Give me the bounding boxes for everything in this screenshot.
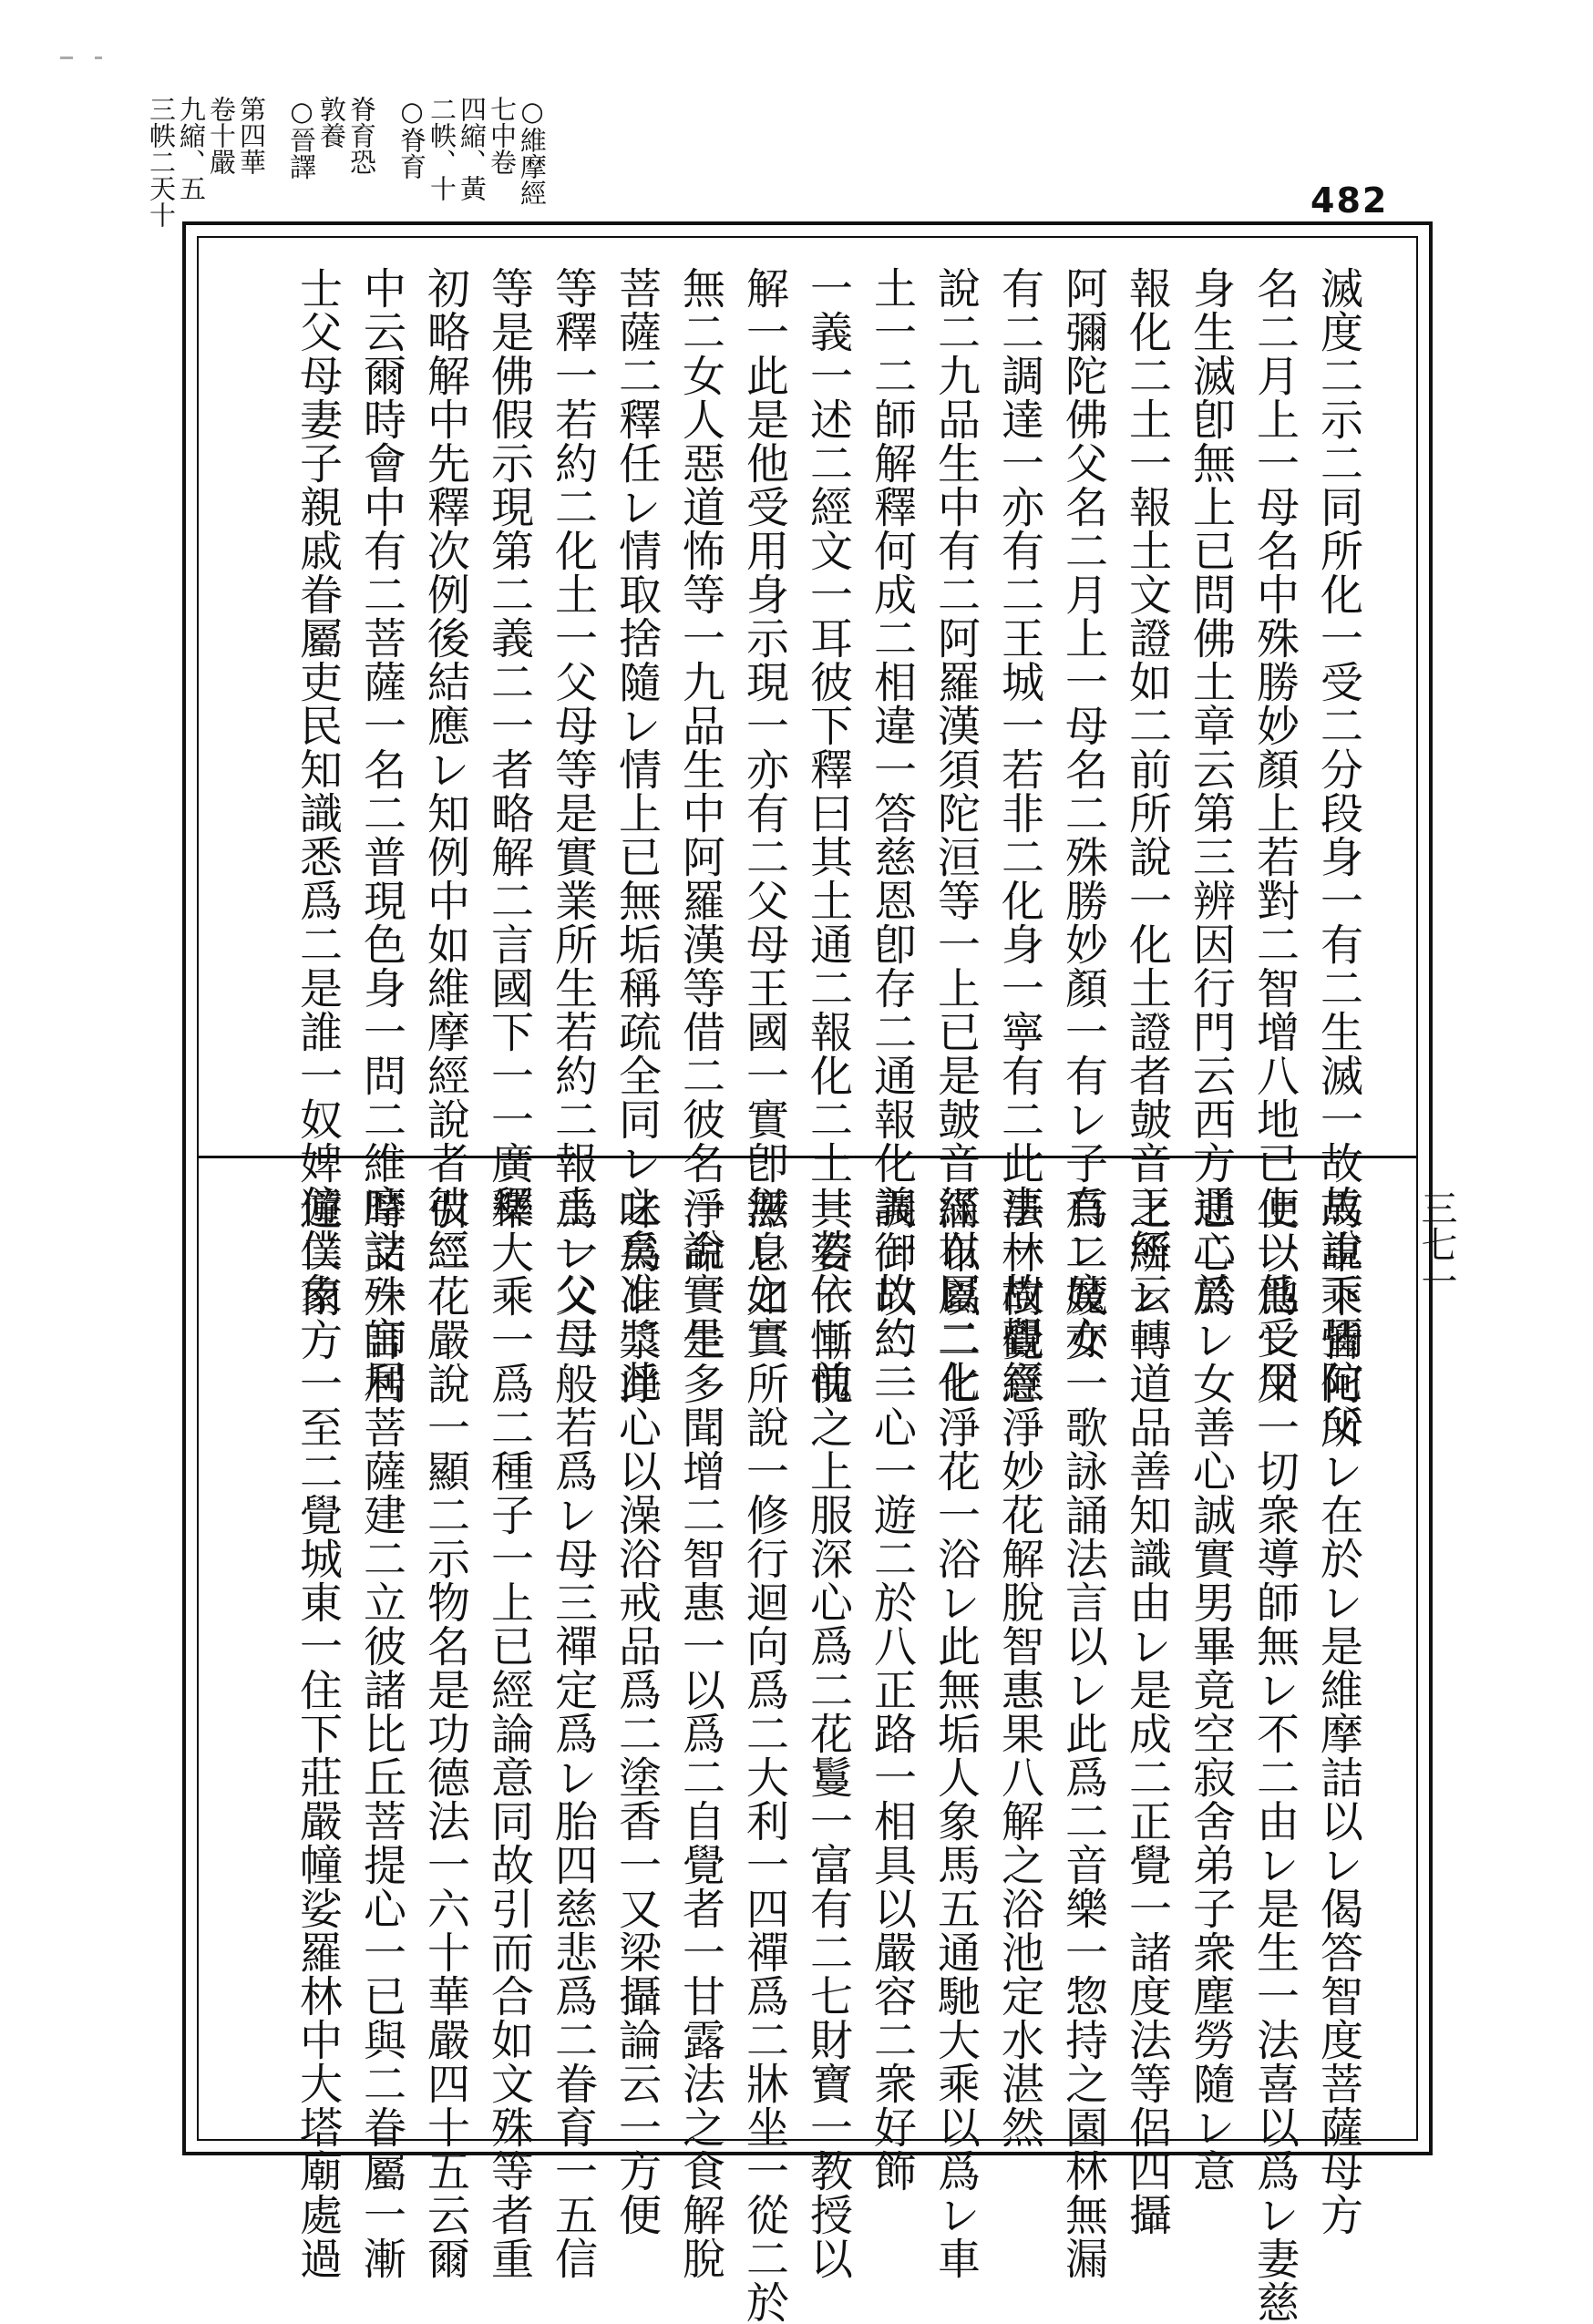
text-column: 法林樹覺意淨妙花解脫智惠果八解之浴池定水湛然 [994,1187,1044,2149]
text-column: 滋息如二所說一修行迴向爲二大利一四禪爲二牀坐一從二於 [739,1187,789,2324]
header-note: ○晉譯 [286,96,317,180]
text-column: 菩薩二釋任レ情取捨隨レ情上已無垢稱疏全同レ之矣准二此 [612,266,662,1404]
text-column: 滿布以二七淨花一浴レ此無垢人象馬五通馳大乘以爲レ車 [930,1187,981,2280]
scan-mark [95,57,102,59]
text-column: 引二花嚴說一顯二示物名是功德法一六十華嚴四十五云爾 [420,1187,470,2280]
text-column: 淨命一生多聞增二智惠一以爲二自覺者一甘露法之食解脫 [675,1187,725,2280]
header-note: 第四華 [236,96,267,175]
header-note: 九縮、五 [176,96,207,201]
header-note: 四縮、黃 [457,96,488,201]
header-note: 敦養 [316,96,347,149]
header-note: 脊育恐 [346,96,377,175]
header-note: 二帙、十 [427,96,457,201]
text-column: 調御以二一心一遊二於八正路一相具以嚴容二衆好飾 [867,1187,917,2193]
text-column: 初略解中先釋次例後結應レ知例中如維摩經說者彼經 [420,266,470,1272]
header-notes [146,96,548,228]
text-column: 等釋一若約二化土一父母等是實業所生若約二報土一父母 [548,266,598,1360]
text-column: 悲心爲レ女善心誠實男畢竟空寂舍弟子衆塵勞隨レ意 [1186,1187,1236,2193]
header-note: 三帙二天十 [146,96,177,228]
text-column: 等是佛假示現第二義二一者略解二言國下一一廣釋 [484,266,534,1229]
text-column: 樂大乘一爲二種子一上已經論意同故引而合如文殊等者重 [484,1187,534,2280]
text-column: 一義一述二經文一耳彼下釋曰其土通二報化二土一若依二前 [803,266,853,1404]
text-column: 士父母妻子親戚眷屬吏民知識悉爲二是誰一奴婢僮僕象 [293,266,343,1316]
text-column: 遊二南方一至二覺城東一住下莊嚴幢娑羅林中大塔廟處過 [293,1187,343,2280]
text-column: 解一此是他受用身示現一亦有二父母王國一實卽無レ之實 [739,266,789,1360]
text-column: 爲二妓女一歌詠誦法言以レ此爲二音樂一惣持之園林無漏 [1058,1187,1108,2280]
text-column: 其姿一慚愧之上服深心爲二花鬘一富有二七財寶一教授以 [803,1187,853,2280]
margin-number: 三七一 [1415,1189,1457,1299]
text-column: 阿彌陀佛父名二月上一母名二殊勝妙顏一有レ子有レ魔亦 [1058,266,1108,1360]
text-column: 土一二師解釋何成二相違一答慈恩卽存二通報化義一故約二 [867,266,917,1404]
text-column: 中云爾時會中有二菩薩一名二普現色身一問二維摩詰一言居 [356,266,406,1404]
text-column: 馬車乘皆何所レ在於レ是維摩詰以レ偈答智度菩薩母方 [1313,1187,1363,2237]
text-column: 說二九品生中有二阿羅漢須陀洹等一上已是皷音經以屬二化 [930,266,981,1404]
header-note: 卷十嚴 [206,96,237,175]
header-note: 七中卷 [487,96,518,175]
text-column: 滅度二示二同所化一受二分段身一有二生滅一故故說下彌陀父 [1313,266,1363,1447]
scan-mark [60,57,73,59]
text-column: 有二調達一亦有二王城一若非二化身一寧有二此事一故觀經 [994,266,1044,1404]
text-column: 之所レ轉道品善知識由レ是成二正覺一諸度法等侶四攝 [1122,1187,1172,2237]
text-column: 爲レ父二般若爲レ母三禪定爲レ胎四慈悲爲二眷育一五信 [548,1187,598,2280]
text-column: 味爲レ漿淨心以澡浴戒品爲二塗香一又梁攝論云一方便 [612,1187,662,2237]
text-column: 報化二土一報土文證如二前所說一化土證者皷音王經云 [1122,266,1172,1316]
header-note: ○脊育 [396,96,427,180]
text-column: 無二女人惡道怖等一九品生中阿羅漢等借二彼名一說實是 [675,266,725,1360]
header-note: ○維摩經 [517,96,548,206]
text-column: 名二月上一母名中殊勝妙顏上若對二智增八地已上一他受用 [1249,266,1300,1404]
text-column: 時文殊師利菩薩建二立彼諸比丘菩提心一已與二眷屬一漸 [356,1187,406,2280]
text-column: 身生滅卽無上已問佛土章云第三辨因行門云西方通二於 [1186,266,1236,1316]
page-number: 482 [1310,180,1389,221]
text-column: 便以爲レ父一切衆導師無レ不二由レ是生一法喜以爲レ妻慈 [1249,1187,1300,2324]
